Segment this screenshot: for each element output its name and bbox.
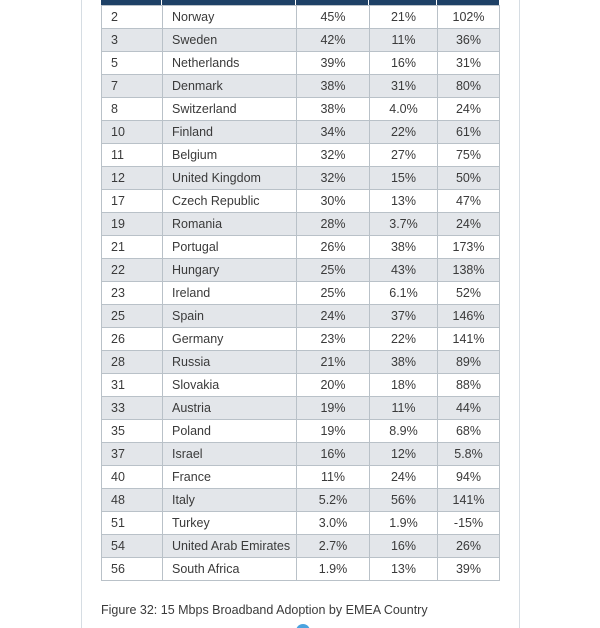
- emea-adoption-table: [101, 0, 499, 581]
- cell-country: Turkey: [163, 512, 297, 535]
- table-row: [102, 29, 500, 52]
- cell-rank: 48: [102, 489, 163, 512]
- cell-adoption: 19%: [297, 420, 370, 443]
- cell-country: Finland: [163, 121, 297, 144]
- table-row: [102, 190, 500, 213]
- cell-yoy-change: 173%: [438, 236, 500, 259]
- cell-adoption: 38%: [297, 75, 370, 98]
- cell-yoy-change: 26%: [438, 535, 500, 558]
- cell-country: France: [163, 466, 297, 489]
- cell-country: Israel: [163, 443, 297, 466]
- cell-adoption: 39%: [297, 52, 370, 75]
- cell-rank: 51: [102, 512, 163, 535]
- cell-qoq-change: 16%: [370, 535, 438, 558]
- table-row: [102, 75, 500, 98]
- cell-rank: 56: [102, 558, 163, 581]
- cell-country: United Kingdom: [163, 167, 297, 190]
- cell-qoq-change: 31%: [370, 75, 438, 98]
- table-row: [102, 167, 500, 190]
- cell-rank: 35: [102, 420, 163, 443]
- cell-rank: 37: [102, 443, 163, 466]
- table-row: [102, 259, 500, 282]
- cell-qoq-change: 13%: [370, 558, 438, 581]
- table-row: [102, 420, 500, 443]
- cell-qoq-change: 22%: [370, 328, 438, 351]
- cell-yoy-change: 141%: [438, 489, 500, 512]
- table-row: [102, 512, 500, 535]
- cell-yoy-change: 5.8%: [438, 443, 500, 466]
- cell-rank: 54: [102, 535, 163, 558]
- cell-yoy-change: 24%: [438, 98, 500, 121]
- cell-country: Portugal: [163, 236, 297, 259]
- cell-yoy-change: 68%: [438, 420, 500, 443]
- cell-country: Austria: [163, 397, 297, 420]
- cell-adoption: 45%: [297, 6, 370, 29]
- cell-adoption: 25%: [297, 259, 370, 282]
- cell-qoq-change: 1.9%: [370, 512, 438, 535]
- cell-yoy-change: 141%: [438, 328, 500, 351]
- cell-rank: 31: [102, 374, 163, 397]
- cell-yoy-change: 24%: [438, 213, 500, 236]
- cell-adoption: 2.7%: [297, 535, 370, 558]
- cell-country: Romania: [163, 213, 297, 236]
- cell-yoy-change: 39%: [438, 558, 500, 581]
- header-cell: [162, 0, 296, 5]
- cell-qoq-change: 24%: [370, 466, 438, 489]
- cell-qoq-change: 56%: [370, 489, 438, 512]
- cell-yoy-change: 31%: [438, 52, 500, 75]
- cell-adoption: 26%: [297, 236, 370, 259]
- cell-adoption: 3.0%: [297, 512, 370, 535]
- cell-rank: 28: [102, 351, 163, 374]
- cell-country: Sweden: [163, 29, 297, 52]
- cell-qoq-change: 8.9%: [370, 420, 438, 443]
- cell-qoq-change: 12%: [370, 443, 438, 466]
- cell-country: Germany: [163, 328, 297, 351]
- cell-yoy-change: 44%: [438, 397, 500, 420]
- cell-yoy-change: -15%: [438, 512, 500, 535]
- cell-country: Belgium: [163, 144, 297, 167]
- table-row: [102, 351, 500, 374]
- cell-yoy-change: 61%: [438, 121, 500, 144]
- cell-yoy-change: 50%: [438, 167, 500, 190]
- cell-adoption: 32%: [297, 167, 370, 190]
- header-cell: [369, 0, 437, 5]
- cell-qoq-change: 6.1%: [370, 282, 438, 305]
- cell-adoption: 19%: [297, 397, 370, 420]
- table-row: [102, 374, 500, 397]
- cell-rank: 21: [102, 236, 163, 259]
- table-row: [102, 397, 500, 420]
- cell-yoy-change: 47%: [438, 190, 500, 213]
- cell-adoption: 21%: [297, 351, 370, 374]
- cell-rank: 5: [102, 52, 163, 75]
- cell-yoy-change: 75%: [438, 144, 500, 167]
- cell-country: Spain: [163, 305, 297, 328]
- cell-adoption: 16%: [297, 443, 370, 466]
- cell-rank: 8: [102, 98, 163, 121]
- cell-country: Ireland: [163, 282, 297, 305]
- cell-adoption: 30%: [297, 190, 370, 213]
- cell-yoy-change: 89%: [438, 351, 500, 374]
- cell-yoy-change: 146%: [438, 305, 500, 328]
- table-row: [102, 535, 500, 558]
- table-row: [102, 466, 500, 489]
- cell-rank: 10: [102, 121, 163, 144]
- table-row: [102, 443, 500, 466]
- cell-qoq-change: 4.0%: [370, 98, 438, 121]
- cell-country: Switzerland: [163, 98, 297, 121]
- cell-rank: 25: [102, 305, 163, 328]
- cell-adoption: 42%: [297, 29, 370, 52]
- data-table: [101, 5, 500, 581]
- page-marker-dot: [296, 624, 310, 628]
- cell-adoption: 32%: [297, 144, 370, 167]
- cell-qoq-change: 37%: [370, 305, 438, 328]
- cell-country: Slovakia: [163, 374, 297, 397]
- table-row: [102, 282, 500, 305]
- cell-rank: 22: [102, 259, 163, 282]
- cell-rank: 26: [102, 328, 163, 351]
- cell-qoq-change: 11%: [370, 397, 438, 420]
- cell-adoption: 11%: [297, 466, 370, 489]
- cell-rank: 3: [102, 29, 163, 52]
- cell-adoption: 28%: [297, 213, 370, 236]
- cell-country: Russia: [163, 351, 297, 374]
- cell-qoq-change: 15%: [370, 167, 438, 190]
- cell-yoy-change: 80%: [438, 75, 500, 98]
- cell-adoption: 23%: [297, 328, 370, 351]
- cell-qoq-change: 13%: [370, 190, 438, 213]
- cell-yoy-change: 94%: [438, 466, 500, 489]
- cell-rank: 2: [102, 6, 163, 29]
- cell-qoq-change: 43%: [370, 259, 438, 282]
- cell-adoption: 5.2%: [297, 489, 370, 512]
- cell-qoq-change: 18%: [370, 374, 438, 397]
- cell-qoq-change: 27%: [370, 144, 438, 167]
- page-frame-left-rule: [81, 0, 82, 628]
- table-row: [102, 98, 500, 121]
- table-header-bar: [101, 0, 499, 5]
- cell-adoption: 34%: [297, 121, 370, 144]
- cell-country: Hungary: [163, 259, 297, 282]
- cell-rank: 7: [102, 75, 163, 98]
- cell-qoq-change: 38%: [370, 351, 438, 374]
- header-cell: [101, 0, 162, 5]
- cell-qoq-change: 38%: [370, 236, 438, 259]
- header-cell: [296, 0, 369, 5]
- cell-country: United Arab Emirates: [163, 535, 297, 558]
- cell-qoq-change: 3.7%: [370, 213, 438, 236]
- cell-country: Denmark: [163, 75, 297, 98]
- cell-country: Norway: [163, 6, 297, 29]
- cell-rank: 33: [102, 397, 163, 420]
- page-frame-right-rule: [519, 0, 520, 628]
- cell-yoy-change: 36%: [438, 29, 500, 52]
- cell-rank: 17: [102, 190, 163, 213]
- cell-adoption: 25%: [297, 282, 370, 305]
- figure-caption: Figure 32: 15 Mbps Broadband Adoption by EMEA Country: [101, 603, 428, 617]
- cell-qoq-change: 21%: [370, 6, 438, 29]
- cell-adoption: 24%: [297, 305, 370, 328]
- table-row: [102, 52, 500, 75]
- table-row: [102, 489, 500, 512]
- table-row: [102, 236, 500, 259]
- cell-qoq-change: 22%: [370, 121, 438, 144]
- table-row: [102, 144, 500, 167]
- table-row: [102, 213, 500, 236]
- cell-qoq-change: 11%: [370, 29, 438, 52]
- cell-adoption: 38%: [297, 98, 370, 121]
- cell-adoption: 20%: [297, 374, 370, 397]
- cell-qoq-change: 16%: [370, 52, 438, 75]
- cell-country: Poland: [163, 420, 297, 443]
- cell-adoption: 1.9%: [297, 558, 370, 581]
- cell-country: Czech Republic: [163, 190, 297, 213]
- table-row: [102, 305, 500, 328]
- table-row: [102, 558, 500, 581]
- cell-yoy-change: 138%: [438, 259, 500, 282]
- cell-country: South Africa: [163, 558, 297, 581]
- table-row: [102, 6, 500, 29]
- cell-yoy-change: 88%: [438, 374, 500, 397]
- table-row: [102, 121, 500, 144]
- header-cell: [437, 0, 499, 5]
- cell-rank: 12: [102, 167, 163, 190]
- cell-rank: 23: [102, 282, 163, 305]
- table-body: [102, 6, 500, 581]
- table-row: [102, 328, 500, 351]
- cell-rank: 11: [102, 144, 163, 167]
- cell-country: Netherlands: [163, 52, 297, 75]
- cell-rank: 40: [102, 466, 163, 489]
- cell-rank: 19: [102, 213, 163, 236]
- cell-yoy-change: 52%: [438, 282, 500, 305]
- cell-country: Italy: [163, 489, 297, 512]
- cell-yoy-change: 102%: [438, 6, 500, 29]
